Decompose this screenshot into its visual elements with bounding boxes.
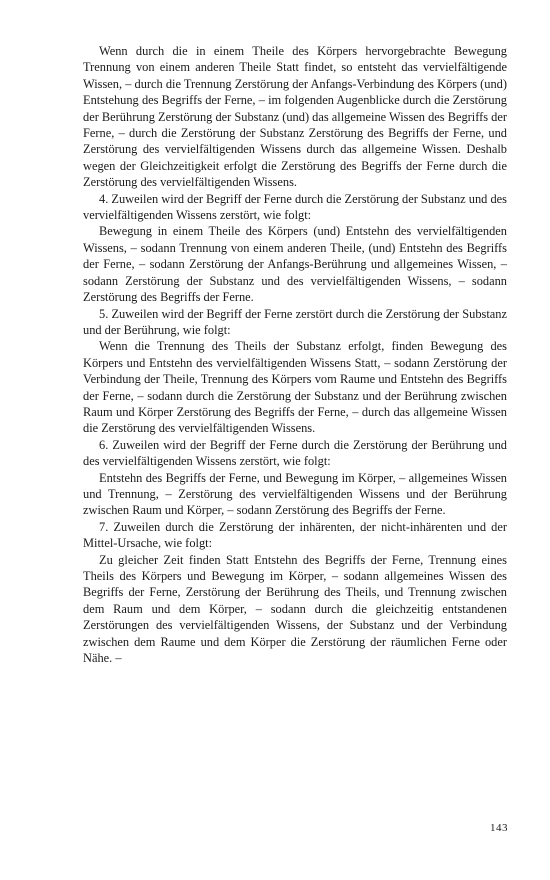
- paragraph: Wenn durch die in einem Theile des Körpers hervorgebrachte Bewegung Trennung von einem anderen Theile Statt findet, so entsteht das vervielfältigende Wissen, – durch die Trennung Zerstörung der Anfangs-Verbindung des Körpers (und) Entstehung des Begriffs der Ferne, – im folgenden Augenblicke durch die Zerstörung der Berührung Zerstörung der Substanz (und) das allgemeine Wissen des Begriffs der Ferne, – durch die Zerstörung der Substanz Zerstörung des Begriffs der Ferne, und Zerstörung des vervielfältigenden Wissens durch das allgemeine Wissen. Deshalb wegen der Gleichzeitigkeit erfolgt die Zerstörung des Begriffs der Ferne durch die Zerstörung des vervielfältigenden Wissens.: [83, 44, 507, 190]
- paragraph: 4. Zuweilen wird der Begriff der Ferne durch die Zerstörung der Substanz und des vervielfältigenden Wissens zerstört, wie folgt:: [83, 191, 507, 223]
- paragraph: 6. Zuweilen wird der Begriff der Ferne durch die Zerstörung der Berührung und des vervielfältigenden Wissens zerstört, wie folgt:: [83, 437, 507, 469]
- paragraph: 7. Zuweilen durch die Zerstörung der inhärenten, der nicht-inhärenten und der Mittel-Ursache, wie folgt:: [83, 519, 507, 551]
- body-text: [83, 43, 507, 666]
- paragraph: Entstehn des Begriffs der Ferne, und Bewegung im Körper, – allgemeines Wissen und Trennung, – Zerstörung des vervielfältigenden Wissens und der Berührung zwischen Raum und Körper, – sodann Zerstörung des Begriffs der Ferne.: [83, 470, 507, 518]
- paragraph: Wenn die Trennung des Theils der Substanz erfolgt, finden Bewegung des Körpers und Entstehn des vervielfältigenden Wissens Statt, – sodann Zerstörung der Verbindung der Theile, Trennung des Körpers vom Raume und Entstehn des Begriffs der Ferne, – sodann durch die Zerstörung der Substanz und der Berührung zwischen Raum und Körper Zerstörung des Begriffs der Ferne, – durch das allgemeine Wissen die Zerstörung des vervielfältigenden Wissens.: [83, 339, 507, 436]
- paragraph: Zu gleicher Zeit finden Statt Entstehn des Begriffs der Ferne, Trennung eines Theils des Körpers und Bewegung im Körper, – sodann allgemeines Wissen des Begriffs der Ferne, Zerstörung der Berührung des Theils, und Trennung zwischen dem Raum und dem Körper, – sodann durch die gleichzeitig entstandenen Zerstörungen des vervielfältigenden Wissens, der Substanz und der Verbindung zwischen dem Raume und dem Körper die Zerstörung der räumlichen Ferne oder Nähe. –: [83, 552, 507, 666]
- page-number: 143: [490, 822, 508, 834]
- paragraph: 5. Zuweilen wird der Begriff der Ferne zerstört durch die Zerstörung der Substanz und der Berührung, wie folgt:: [83, 306, 507, 337]
- paragraph: Bewegung in einem Theile des Körpers (und) Entstehn des vervielfältigenden Wissens, – sodann Trennung von einem anderen Theile, (und) Entstehn des Begriffs der Ferne, – sodann Zerstörung der Anfangs-Berührung und allgemeines Wissen, – sodann Zerstörung der Substanz und des vervielfältigenden Wissens, – sodann Zerstörung des Begriffs der Ferne.: [83, 224, 507, 305]
